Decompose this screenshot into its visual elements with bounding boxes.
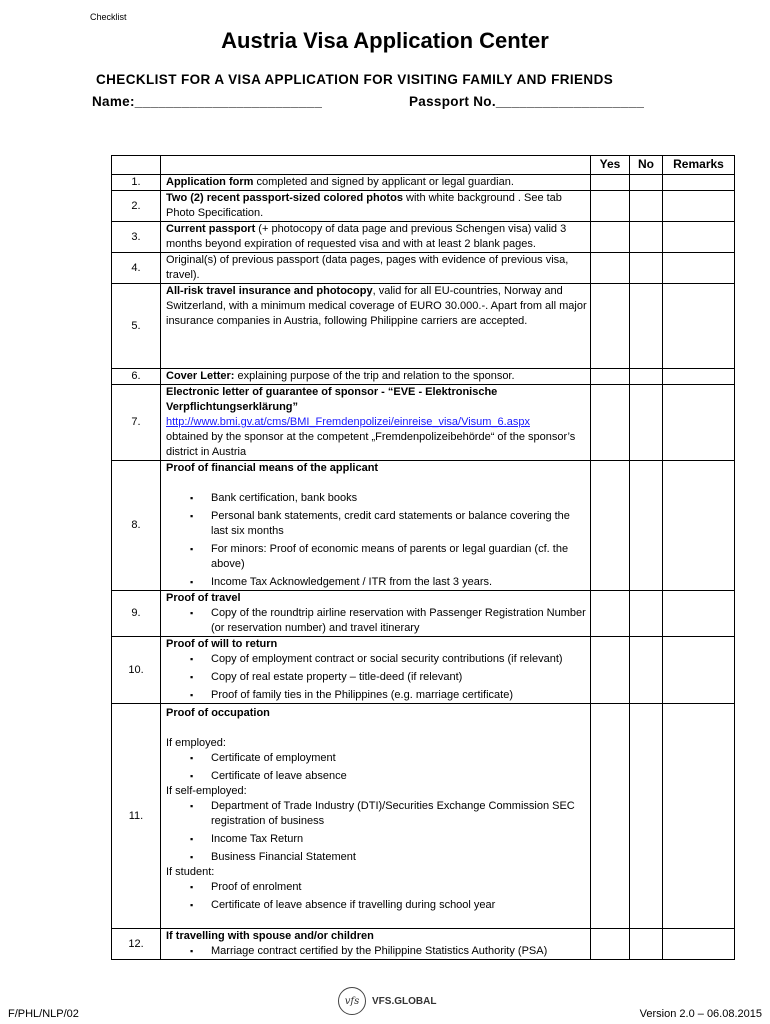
- remarks-cell[interactable]: [663, 704, 735, 929]
- remarks-cell[interactable]: [663, 929, 735, 960]
- row-heading: Proof of financial means of the applicant: [166, 462, 379, 474]
- no-checkbox-cell[interactable]: [630, 191, 663, 222]
- yes-checkbox-cell[interactable]: [591, 284, 630, 369]
- row-heading: Two (2) recent passport-sized colored photos: [166, 192, 403, 204]
- remarks-cell[interactable]: [663, 191, 735, 222]
- table-row: [112, 191, 735, 222]
- no-checkbox-cell[interactable]: [630, 284, 663, 369]
- remarks-cell[interactable]: [663, 369, 735, 385]
- table-row: [112, 461, 735, 591]
- row-text: explaining purpose of the trip and relation to the sponsor.: [234, 370, 515, 382]
- row-description: [161, 461, 591, 591]
- no-checkbox-cell[interactable]: [630, 591, 663, 637]
- table-row: [112, 369, 735, 385]
- list-item: ▪ Copy of the roundtrip airline reservation with Passenger Registration Number (or reservation number) and travel itinerary: [166, 606, 588, 636]
- logo-text: VFS.GLOBAL: [372, 995, 437, 1007]
- yes-checkbox-cell[interactable]: [591, 637, 630, 704]
- row-number: 2.: [112, 191, 161, 222]
- list-item: ▪ Certificate of leave absence: [166, 769, 588, 784]
- checklist-table: [111, 155, 735, 960]
- row-number: 7.: [112, 385, 161, 461]
- table-row: [112, 637, 735, 704]
- col-remarks: Remarks: [663, 156, 735, 175]
- row-number: 10.: [112, 637, 161, 704]
- remarks-cell[interactable]: [663, 222, 735, 253]
- row-description: [161, 222, 591, 253]
- yes-checkbox-cell[interactable]: [591, 591, 630, 637]
- no-checkbox-cell[interactable]: [630, 637, 663, 704]
- vfs-global-logo: [338, 987, 436, 1015]
- no-checkbox-cell[interactable]: [630, 929, 663, 960]
- table-row: [112, 253, 735, 284]
- table-row: [112, 591, 735, 637]
- row-heading: Cover Letter:: [166, 370, 235, 382]
- no-checkbox-cell[interactable]: [630, 461, 663, 591]
- list-item: ▪ Proof of enrolment: [166, 880, 588, 895]
- row-number: 3.: [112, 222, 161, 253]
- no-checkbox-cell[interactable]: [630, 253, 663, 284]
- row-description: [161, 369, 591, 385]
- row-heading: All-risk travel insurance and photocopy: [166, 285, 373, 297]
- remarks-cell[interactable]: [663, 591, 735, 637]
- list-item: ▪ Marriage contract certified by the Philippine Statistics Authority (PSA): [166, 944, 588, 959]
- row-heading: Electronic letter of guarantee of sponsor: [166, 386, 379, 398]
- row-number: 11.: [112, 704, 161, 929]
- row-number: 6.: [112, 369, 161, 385]
- yes-checkbox-cell[interactable]: [591, 704, 630, 929]
- row-number: 12.: [112, 929, 161, 960]
- table-row: [112, 385, 735, 461]
- row-separator: -: [378, 386, 388, 398]
- yes-checkbox-cell[interactable]: [591, 385, 630, 461]
- checklist-subtitle: CHECKLIST FOR A VISA APPLICATION FOR VISITING FAMILY AND FRIENDS: [96, 72, 614, 87]
- no-checkbox-cell[interactable]: [630, 385, 663, 461]
- form-code: F/PHL/NLP/02: [8, 1008, 79, 1020]
- row-description: [161, 175, 591, 191]
- list-item: ▪ Business Financial Statement: [166, 850, 588, 865]
- yes-checkbox-cell[interactable]: [591, 191, 630, 222]
- yes-checkbox-cell[interactable]: [591, 461, 630, 591]
- row-number: 8.: [112, 461, 161, 591]
- row-text: (+ photocopy of data page and previous Schengen visa) valid 3 months beyond expiration of requested visa and with at least 2 blank pages.: [166, 223, 567, 250]
- header-item-cell: [161, 156, 591, 175]
- row-heading: If travelling with spouse and/or children: [166, 930, 374, 942]
- row-description: [161, 385, 591, 461]
- list-item: ▪ Income Tax Return: [166, 832, 588, 847]
- self-employed-label: If self-employed:: [166, 785, 247, 797]
- row-heading-quoted: “EVE - Elektronische Verpflichtungserklärung”: [166, 386, 498, 413]
- table-row: [112, 175, 735, 191]
- row-number: 5.: [112, 284, 161, 369]
- version-label: Version 2.0 – 06.08.2015: [639, 1008, 762, 1020]
- student-label: If student:: [166, 866, 215, 878]
- list-item: ▪ Copy of employment contract or social security contributions (if relevant): [166, 652, 588, 667]
- list-item: ▪ Department of Trade Industry (DTI)/Securities Exchange Commission SEC registration of business: [166, 799, 588, 829]
- no-checkbox-cell[interactable]: [630, 704, 663, 929]
- row-heading: Current passport: [166, 223, 256, 235]
- list-item: ▪ Personal bank statements, credit card statements or balance covering the last six months: [166, 509, 588, 539]
- eve-link[interactable]: http://www.bmi.gv.at/cms/BMI_Fremdenpolizei/einreise_visa/Visum_6.aspx: [166, 416, 530, 428]
- remarks-cell[interactable]: [663, 385, 735, 461]
- table-row: [112, 284, 735, 369]
- table-row: [112, 929, 735, 960]
- employed-label: If employed:: [166, 737, 226, 749]
- row-description: [161, 591, 591, 637]
- remarks-cell[interactable]: [663, 175, 735, 191]
- row-description: [161, 284, 591, 369]
- header-num-cell: [112, 156, 161, 175]
- list-item: ▪ Certificate of leave absence if travelling during school year: [166, 898, 588, 913]
- row-number: 1.: [112, 175, 161, 191]
- row-text: with white background . See tab Photo Specification.: [166, 192, 562, 219]
- page-title: Austria Visa Application Center: [221, 28, 549, 53]
- list-item: ▪ For minors: Proof of economic means of parents or legal guardian (cf. the above): [166, 542, 588, 572]
- yes-checkbox-cell[interactable]: [591, 175, 630, 191]
- vfs-logo-icon: vfs: [338, 987, 366, 1015]
- yes-checkbox-cell[interactable]: [591, 369, 630, 385]
- row-number: 9.: [112, 591, 161, 637]
- list-item: ▪ Bank certification, bank books: [166, 491, 588, 506]
- row-description: [161, 253, 591, 284]
- name-field: Name:________________________: [92, 94, 323, 109]
- remarks-cell[interactable]: [663, 284, 735, 369]
- no-checkbox-cell[interactable]: [630, 175, 663, 191]
- yes-checkbox-cell[interactable]: [591, 253, 630, 284]
- row-text: Original(s) of previous passport (data pages, pages with evidence of previous visa, travel).: [166, 254, 569, 281]
- col-no: No: [630, 156, 663, 175]
- row-description: [161, 637, 591, 704]
- yes-checkbox-cell[interactable]: [591, 929, 630, 960]
- table-row: [112, 704, 735, 929]
- remarks-cell[interactable]: [663, 461, 735, 591]
- list-item: ▪ Certificate of employment: [166, 751, 588, 766]
- row-number: 4.: [112, 253, 161, 284]
- list-item: ▪ Income Tax Acknowledgement / ITR from the last 3 years.: [166, 575, 588, 590]
- col-yes: Yes: [591, 156, 630, 175]
- yes-checkbox-cell[interactable]: [591, 222, 630, 253]
- passport-field: Passport No.___________________: [409, 94, 645, 109]
- list-item: ▪ Copy of real estate property – title-deed (if relevant): [166, 670, 588, 685]
- remarks-cell[interactable]: [663, 253, 735, 284]
- list-item: ▪ Proof of family ties in the Philippines (e.g. marriage certificate): [166, 688, 588, 703]
- remarks-cell[interactable]: [663, 637, 735, 704]
- row-heading: Proof of will to return: [166, 638, 278, 650]
- no-checkbox-cell[interactable]: [630, 369, 663, 385]
- row-heading: Proof of occupation: [166, 707, 270, 719]
- row-heading: Proof of travel: [166, 592, 241, 604]
- table-row: [112, 222, 735, 253]
- row-text: , valid for all EU-countries, Norway and Switzerland, with a minimum medical coverage of EURO 30.000.-. Apart from all major insurance companies in Austria, following Philippine carriers are accepted.: [166, 285, 587, 327]
- row-description: [161, 704, 591, 929]
- document-label: Checklist: [90, 12, 127, 22]
- row-description: [161, 929, 591, 960]
- table-header-row: [112, 156, 735, 175]
- row-text: obtained by the sponsor at the competent „Fremdenpolizeibehörde“ of the sponsor’s district in Austria: [166, 431, 576, 458]
- row-description: [161, 191, 591, 222]
- row-text: completed and signed by applicant or legal guardian.: [253, 176, 514, 188]
- row-heading: Application form: [166, 176, 254, 188]
- no-checkbox-cell[interactable]: [630, 222, 663, 253]
